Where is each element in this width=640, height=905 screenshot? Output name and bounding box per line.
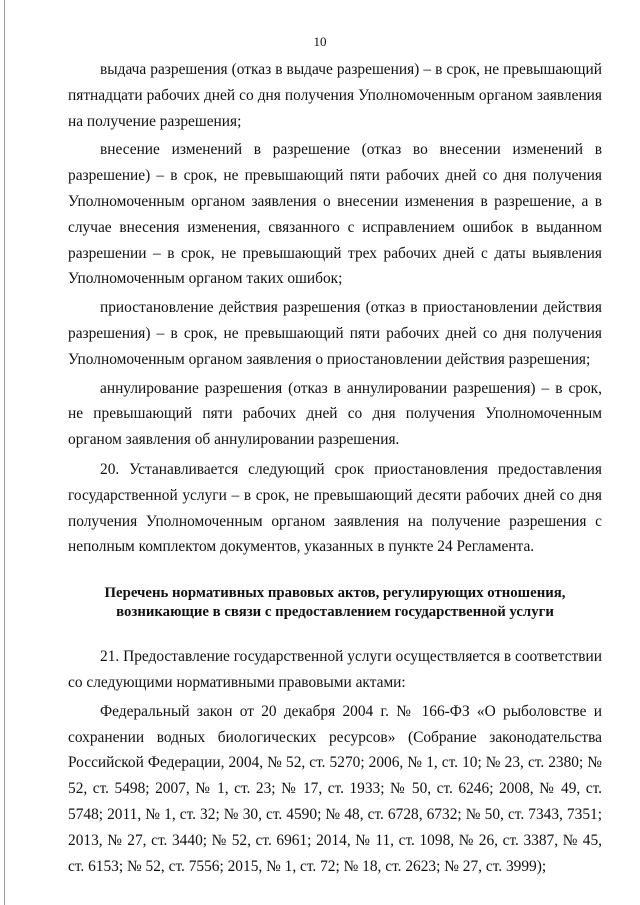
paragraph-annul-permit: аннулирование разрешения (отказ в аннулировании разрешения) – в срок, не превышающий пяти рабочих дней со дня получения Уполномоченным органом заявления об аннулировании разрешения. [68, 379, 602, 449]
paragraph-issue-permit: выдача разрешения (отказ в выдаче разрешения) – в срок, не превышающий пятнадцати рабочих дней со дня получения Уполномоченным органом заявления на получение разрешения; [68, 61, 602, 130]
section-heading-line-1: Перечень нормативных правовых актов, регулирующих отношения, [104, 585, 566, 602]
section-heading-line-2: возникающие в связи с предоставлением государственной услуги [116, 604, 554, 621]
scan-edge-line [4, 0, 5, 905]
page-number: 10 [313, 34, 327, 49]
paragraph-amend-permit: внесение изменений в разрешение (отказ во внесении изменений в разрешение) – в срок, не превышающий пяти рабочих дней со дня получения Уполномоченным органом заявления о внесении изменения в разрешение, а в случае внесения изменения, связанного с исправлением ошибок в выданном разрешении – в срок, не превышающий трех рабочих дней с даты выявления Уполномоченным органом таких ошибок; [68, 141, 602, 288]
paragraph-suspend-permit: приостановление действия разрешения (отказ в приостановлении действия разрешения) – в срок, не превышающий пяти рабочих дней со дня получения Уполномоченным органом заявления о приостановлении действия разрешения; [68, 299, 602, 368]
document-body [68, 57, 602, 879]
section-heading [68, 584, 602, 622]
paragraph-item-21: 21. Предоставление государственной услуги осуществляется в соответствии со следующими нормативными правовыми актами: [68, 648, 602, 691]
paragraph-federal-law: Федеральный закон от 20 декабря 2004 г. № 166-ФЗ «О рыболовстве и сохранении водных биологических ресурсов» (Собрание законодательства Российской Федерации, 2004, № 52, ст. 5270; 2006, № 1, ст. 10; № 23, ст. 2380; № 52, ст. 5498; 2007, № 1, ст. 23; № 17, ст. 1933; № 50, ст. 6246; 2008, № 49, ст. 5748; 2011, № 1, ст. 32; № 30, ст. 4590; № 48, ст. 6728, 6732; № 50, ст. 7343, 7351; 2013, № 27, ст. 3440; № 52, ст. 6961; 2014, № 11, ст. 1098, № 26, ст. 3387, № 45, ст. 6153; № 52, ст. 7556; 2015, № 1, ст. 72; № 18, ст. 2623; № 27, ст. 3999); [68, 702, 602, 875]
paragraph-item-20: 20. Устанавливается следующий срок приостановления предоставления государственной услуги – в срок, не превышающий десяти рабочих дней со дня получения Уполномоченным органом заявления на получение разрешения с неполным комплектом документов, указанных в пункте 24 Регламента. [68, 460, 602, 556]
